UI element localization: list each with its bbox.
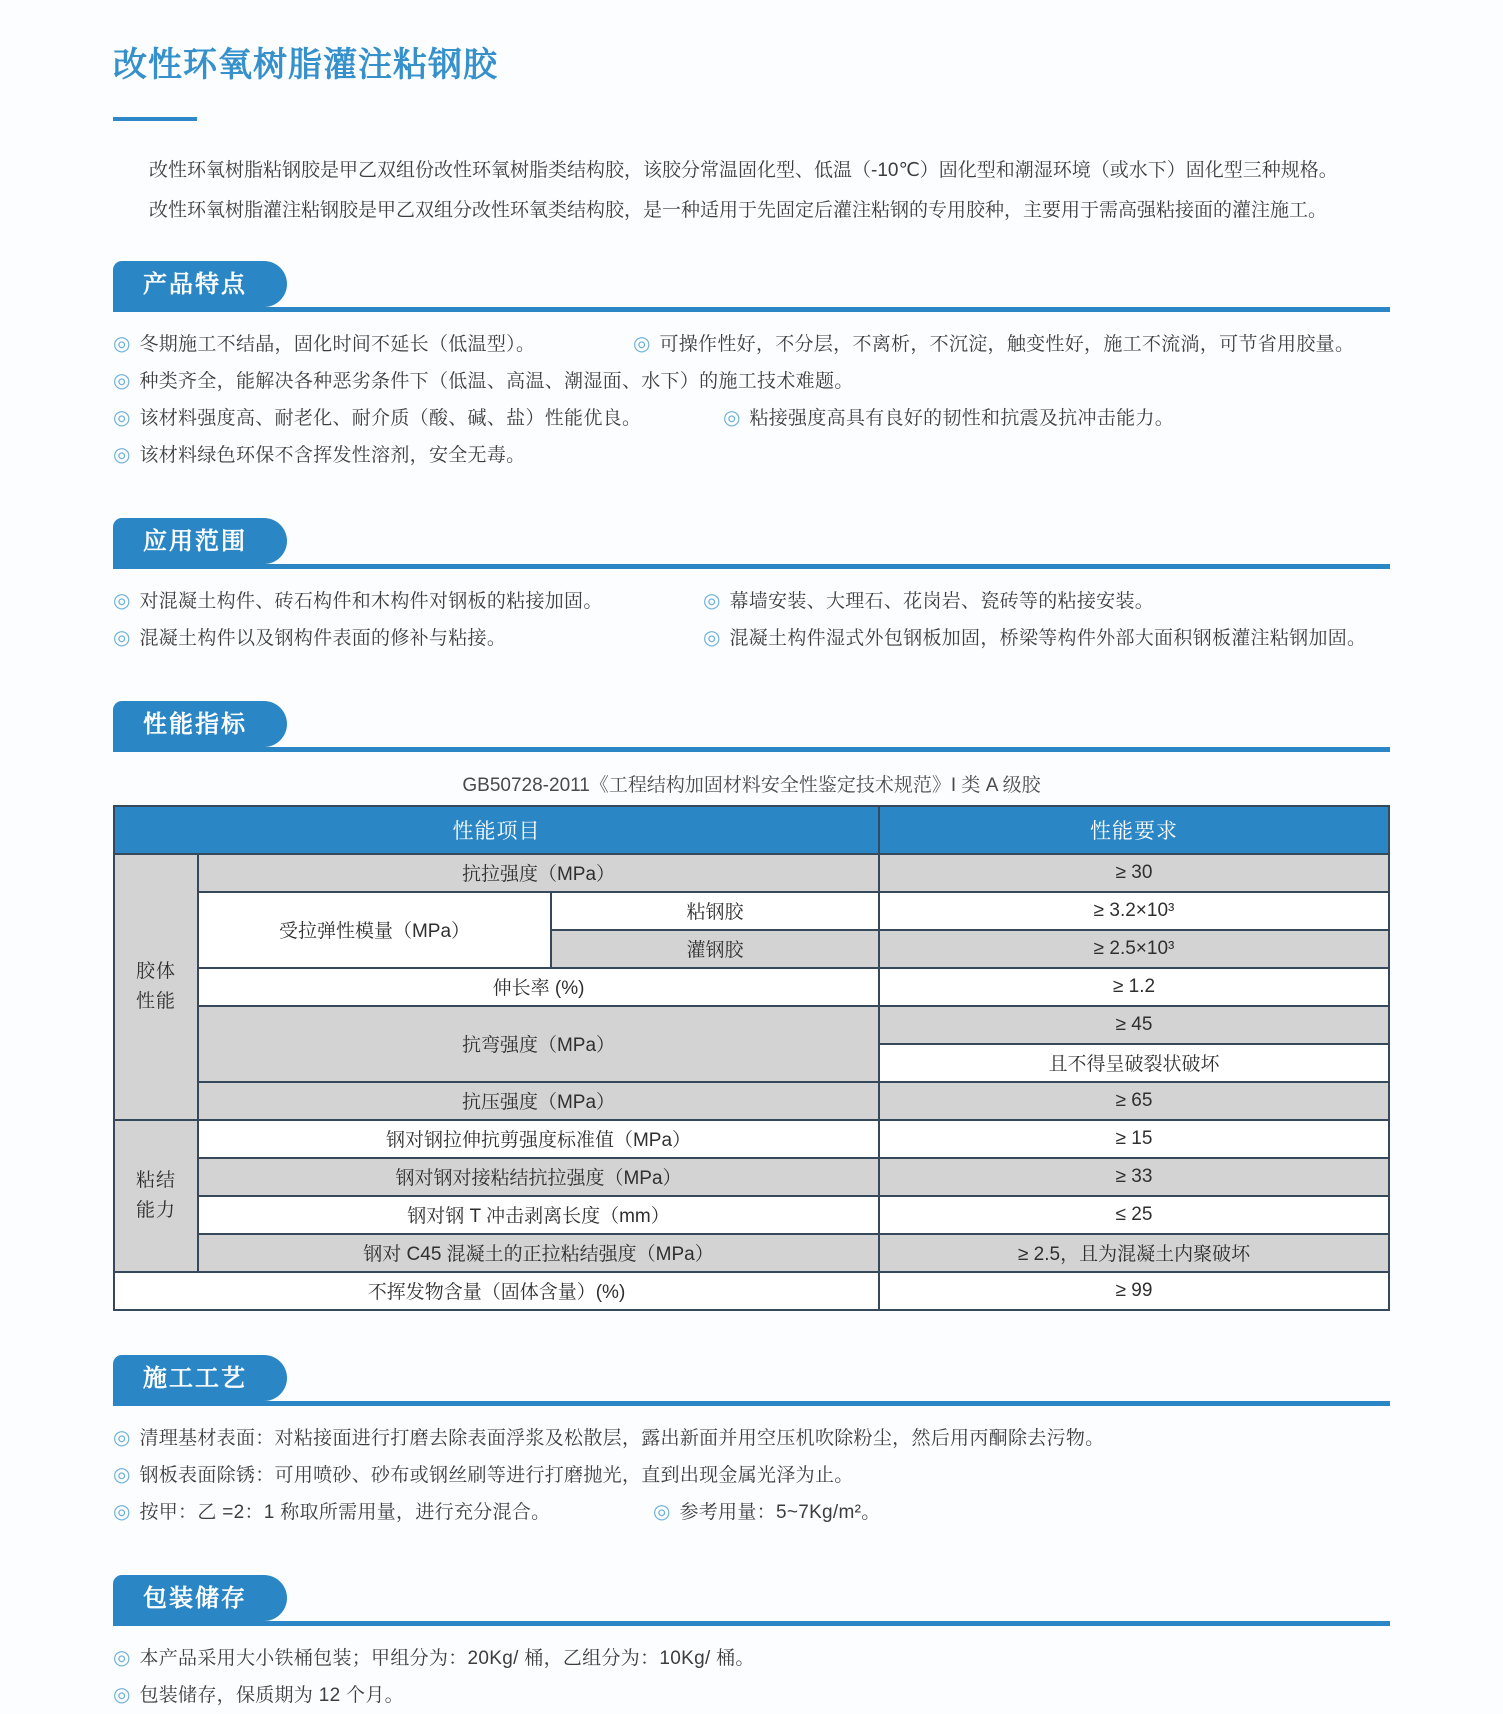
process-bullet-list (113, 1420, 1390, 1531)
intro-paragraph (113, 151, 1390, 231)
bullet-item (113, 583, 703, 620)
double-circle-bullet-icon: ◎ (113, 589, 131, 612)
double-circle-bullet-icon: ◎ (113, 406, 131, 429)
bullet-item (113, 1640, 755, 1677)
section-header (113, 1575, 1390, 1626)
bullet-text: 包装储存，保质期为 12 个月。 (139, 1684, 404, 1706)
bullet-row (113, 400, 1390, 437)
table-row (114, 1120, 1389, 1158)
page-title: 改性环氧树脂灌注粘钢胶 (113, 45, 498, 84)
bullet-row (113, 1457, 1390, 1494)
bullet-text: 该材料强度高、耐老化、耐介质（酸、碱、盐）性能优良。 (139, 407, 642, 429)
section-tab-applications: 应用范围 (113, 518, 287, 564)
table-row (114, 892, 1389, 930)
table-cell: 受拉弹性模量（MPa） (198, 892, 551, 968)
section-applications (113, 518, 1390, 657)
double-circle-bullet-icon: ◎ (113, 443, 131, 466)
table-cell: 抗弯强度（MPa） (198, 1006, 879, 1082)
performance-table-container (113, 805, 1390, 1311)
performance-table (113, 805, 1390, 1311)
bullet-text: 种类齐全，能解决各种恶劣条件下（低温、高温、潮湿面、水下）的施工技术难题。 (139, 370, 854, 392)
bullet-row (113, 1420, 1390, 1457)
bullet-text: 混凝土构件以及钢构件表面的修补与粘接。 (139, 627, 507, 649)
intro-line-2: 改性环氧树脂灌注粘钢胶是甲乙双组分改性环氧类结构胶，是一种适用于先固定后灌注粘钢的专用胶种，主要用于需高强粘接面的灌注施工。 (149, 199, 1328, 221)
section-performance (113, 701, 1390, 1311)
section-header (113, 518, 1390, 569)
double-circle-bullet-icon: ◎ (113, 1463, 131, 1486)
section-tab-features: 产品特点 (113, 261, 287, 307)
table-cell: 粘钢胶 (551, 892, 879, 930)
table-cell: 伸长率 (%) (198, 968, 879, 1006)
table-caption: GB50728-2011《工程结构加固材料安全性鉴定技术规范》I 类 A 级胶 (462, 774, 1041, 796)
bullet-item (113, 620, 703, 657)
table-row (114, 1234, 1389, 1272)
bullet-row (113, 1494, 1390, 1531)
table-cell: ≤ 25 (879, 1196, 1389, 1234)
table-cell: 灌钢胶 (551, 930, 879, 968)
section-features (113, 261, 1390, 474)
table-cell: 抗拉强度（MPa） (198, 854, 879, 892)
bullet-text: 对混凝土构件、砖石构件和木构件对钢板的粘接加固。 (139, 590, 603, 612)
bullet-item (653, 1494, 881, 1531)
table-cell: 不挥发物含量（固体含量）(%) (114, 1272, 879, 1310)
bullet-row (113, 363, 1390, 400)
table-group-cell: 胶体性能 (114, 854, 198, 1120)
double-circle-bullet-icon: ◎ (633, 332, 651, 355)
double-circle-bullet-icon: ◎ (113, 332, 131, 355)
bullet-item (113, 1420, 1104, 1457)
double-circle-bullet-icon: ◎ (653, 1500, 671, 1523)
bullet-item (113, 437, 525, 474)
table-cell: ≥ 1.2 (879, 968, 1389, 1006)
table-row (114, 1272, 1389, 1310)
table-header-row (114, 806, 1389, 854)
table-cell: ≥ 30 (879, 854, 1389, 892)
double-circle-bullet-icon: ◎ (703, 589, 721, 612)
table-row (114, 1158, 1389, 1196)
double-circle-bullet-icon: ◎ (113, 626, 131, 649)
table-cell: 钢对 C45 混凝土的正拉粘结强度（MPa） (198, 1234, 879, 1272)
packaging-bullet-list (113, 1640, 1390, 1714)
double-circle-bullet-icon: ◎ (723, 406, 741, 429)
bullet-text: 按甲：乙 =2：1 称取所需用量，进行充分混合。 (139, 1501, 551, 1523)
bullet-row (113, 326, 1390, 363)
table-cell: 钢对钢拉伸抗剪强度标准值（MPa） (198, 1120, 879, 1158)
bullet-text: 本产品采用大小铁桶包装；甲组分为：20Kg/ 桶，乙组分为：10Kg/ 桶。 (139, 1647, 755, 1669)
applications-bullet-list (113, 583, 1390, 657)
bullet-item (723, 400, 1174, 437)
table-cell: ≥ 45 (879, 1006, 1389, 1044)
bullet-text: 清理基材表面：对粘接面进行打磨去除表面浮浆及松散层，露出新面并用空压机吹除粉尘，然后用丙酮除去污物。 (139, 1427, 1105, 1449)
bullet-text: 该材料绿色环保不含挥发性溶剂，安全无毒。 (139, 444, 526, 466)
table-row (114, 968, 1389, 1006)
bullet-text: 粘接强度高具有良好的韧性和抗震及抗冲击能力。 (749, 407, 1175, 429)
bullet-item (113, 1494, 653, 1531)
column-header-property: 性能项目 (114, 806, 879, 854)
section-process (113, 1355, 1390, 1531)
section-tab-process: 施工工艺 (113, 1355, 287, 1401)
bullet-item (113, 326, 633, 363)
double-circle-bullet-icon: ◎ (113, 1426, 131, 1449)
double-circle-bullet-icon: ◎ (703, 626, 721, 649)
bullet-row (113, 1640, 1390, 1677)
section-header (113, 701, 1390, 752)
table-cell: ≥ 99 (879, 1272, 1389, 1310)
bullet-item (113, 1457, 854, 1494)
table-cell: ≥ 2.5×10³ (879, 930, 1389, 968)
bullet-item (113, 400, 723, 437)
document-page (113, 0, 1390, 1714)
section-tab-performance: 性能指标 (113, 701, 287, 747)
table-cell: 钢对钢 T 冲击剥离长度（mm） (198, 1196, 879, 1234)
bullet-text: 幕墙安装、大理石、花岗岩、瓷砖等的粘接安装。 (729, 590, 1155, 612)
bullet-item (113, 1677, 404, 1714)
bullet-text: 混凝土构件湿式外包钢板加固，桥梁等构件外部大面积钢板灌注粘钢加固。 (729, 627, 1367, 649)
double-circle-bullet-icon: ◎ (113, 1646, 131, 1669)
table-group-cell: 粘结能力 (114, 1120, 198, 1272)
table-cell: 钢对钢对接粘结抗拉强度（MPa） (198, 1158, 879, 1196)
table-cell: ≥ 15 (879, 1120, 1389, 1158)
section-tab-packaging: 包装储存 (113, 1575, 287, 1621)
bullet-row (113, 437, 1390, 474)
table-cell: ≥ 33 (879, 1158, 1389, 1196)
bullet-item (633, 326, 1354, 363)
bullet-text: 冬期施工不结晶，固化时间不延长（低温型）。 (139, 333, 536, 355)
bullet-row (113, 583, 1390, 620)
table-row (114, 1196, 1389, 1234)
bullet-text: 可操作性好，不分层，不离析，不沉淀，触变性好，施工不流淌，可节省用胶量。 (659, 333, 1355, 355)
section-packaging (113, 1575, 1390, 1714)
table-row (114, 1006, 1389, 1044)
bullet-item (113, 363, 854, 400)
bullet-text: 参考用量：5~7Kg/m²。 (679, 1501, 881, 1523)
bullet-text: 钢板表面除锈：可用喷砂、砂布或钢丝刷等进行打磨抛光，直到出现金属光泽为止。 (139, 1464, 854, 1486)
features-bullet-list (113, 326, 1390, 474)
column-header-requirement: 性能要求 (879, 806, 1389, 854)
intro-line-1: 改性环氧树脂粘钢胶是甲乙双组份改性环氧树脂类结构胶，该胶分常温固化型、低温（-10℃）固化型和潮湿环境（或水下）固化型三种规格。 (149, 159, 1338, 181)
table-cell: ≥ 2.5，且为混凝土内聚破坏 (879, 1234, 1389, 1272)
table-cell: ≥ 65 (879, 1082, 1389, 1120)
bullet-row (113, 1677, 1390, 1714)
table-cell: 且不得呈破裂状破坏 (879, 1044, 1389, 1082)
bullet-item (703, 620, 1366, 657)
title-underline (113, 117, 197, 121)
double-circle-bullet-icon: ◎ (113, 1500, 131, 1523)
bullet-item (703, 583, 1154, 620)
section-header (113, 261, 1390, 312)
table-cell: ≥ 3.2×10³ (879, 892, 1389, 930)
double-circle-bullet-icon: ◎ (113, 369, 131, 392)
double-circle-bullet-icon: ◎ (113, 1683, 131, 1706)
bullet-row (113, 620, 1390, 657)
section-header (113, 1355, 1390, 1406)
table-cell: 抗压强度（MPa） (198, 1082, 879, 1120)
table-row (114, 854, 1389, 892)
table-row (114, 1082, 1389, 1120)
